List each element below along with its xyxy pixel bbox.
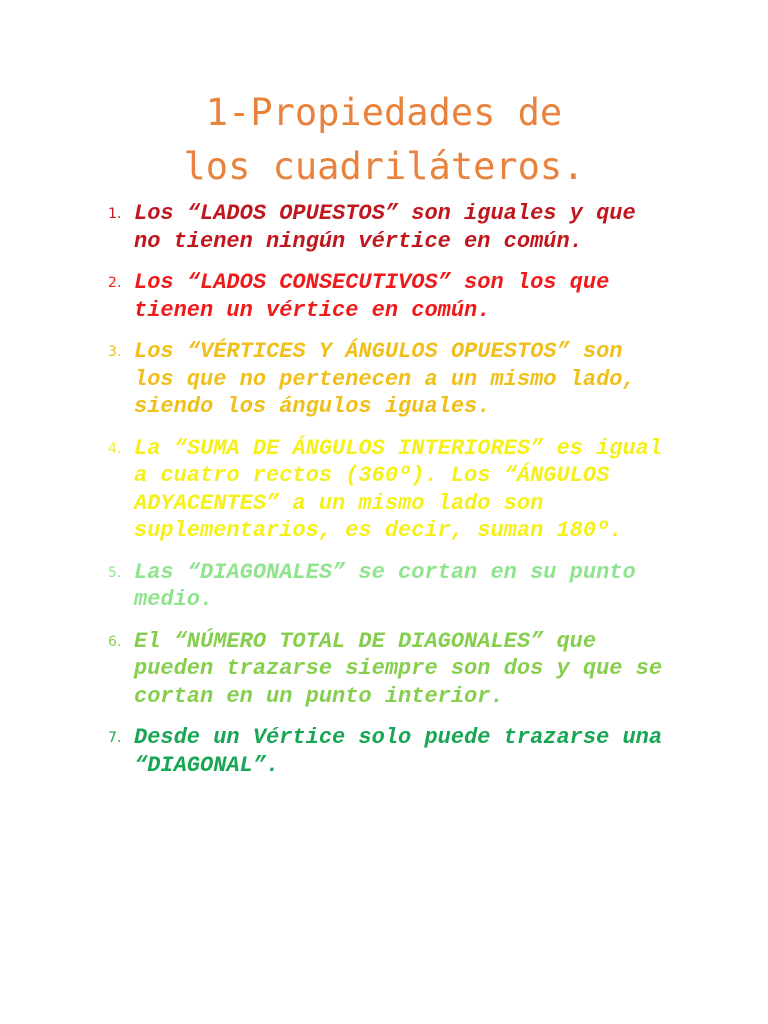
list-text-4: La “SUMA DE ÁNGULOS INTERIORES” es igual a cuatro rectos (360º). Los “ÁNGULOS ADYACENTES” a un mismo lado son suplementarios, es decir, suman 180º. [134,435,663,543]
list-number-6: 6. [108,633,122,650]
list-text-3: Los “VÉRTICES Y ÁNGULOS OPUESTOS” son los que no pertenecen a un mismo lado, siendo los ángulos iguales. [134,339,636,419]
list-text-5: Las “DIAGONALES” se cortan en su punto medio. [134,559,636,612]
list-number-1: 1. [108,206,122,222]
list-item-4 [106,435,666,545]
list-number-2: 2. [108,275,122,291]
list-number-7: 7. [108,730,122,746]
list-item-6 [106,628,666,711]
list-item-7 [106,724,666,779]
list-number-4: 4. [108,440,122,457]
list-text-7: Desde un Vértice solo puede trazarse una “DIAGONAL”. [134,725,663,778]
list-item-3 [106,338,666,421]
page-title [0,86,768,194]
list-item-1 [106,200,666,255]
list-text-2: Los “LADOS CONSECUTIVOS” son los que tienen un vértice en común. [134,270,610,323]
list-text-6: El “NÚMERO TOTAL DE DIAGONALES” que pueden trazarse siempre son dos y que se cortan en un punto interior. [134,628,663,709]
list-number-3: 3. [108,344,122,360]
list-item-5 [106,559,666,614]
list-text-1: Los “LADOS OPUESTOS” son iguales y que no tienen ningún vértice en común. [134,201,636,254]
page-title-line-2: los cuadriláteros. [183,145,585,188]
properties-list [106,200,666,793]
list-number-5: 5. [108,564,122,581]
page-title-line-1: 1-Propiedades de [205,91,563,134]
list-item-2 [106,269,666,324]
